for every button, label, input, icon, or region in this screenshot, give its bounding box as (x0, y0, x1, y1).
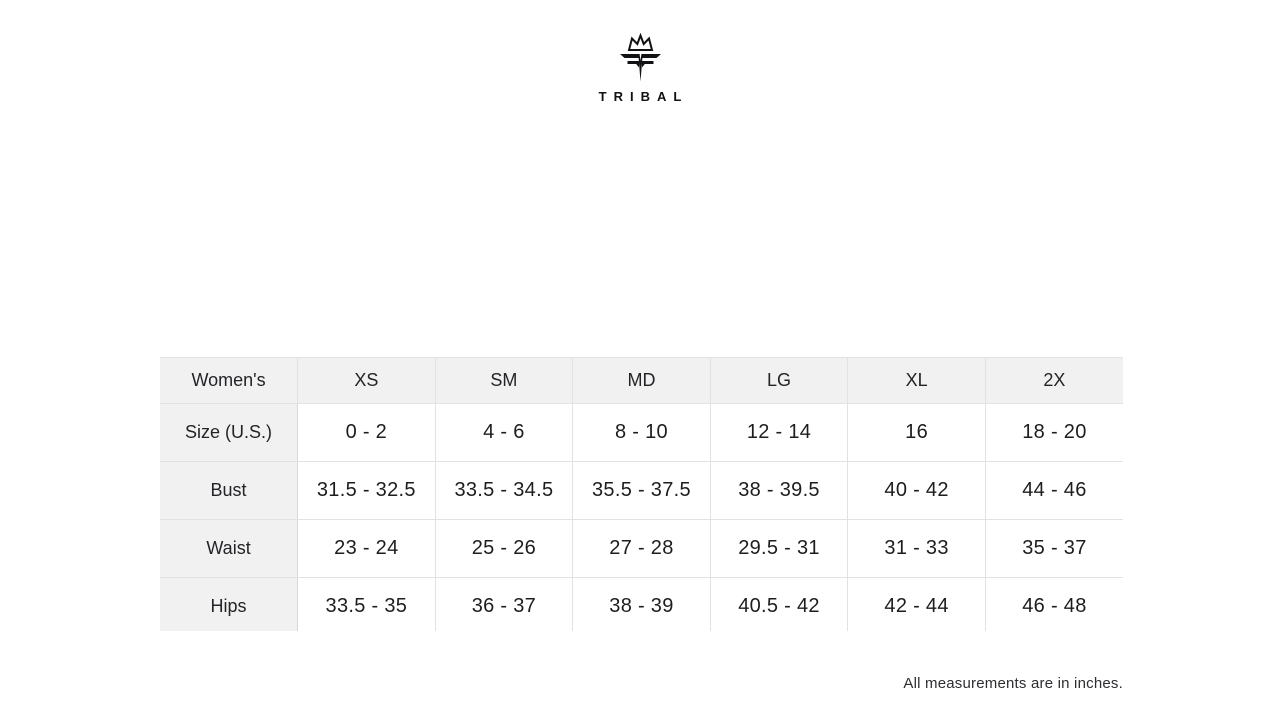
size-cell: 46 - 48 (985, 578, 1123, 632)
size-cell: 25 - 26 (435, 520, 573, 578)
row-label: Hips (160, 578, 298, 632)
crown-t-emblem-icon (618, 33, 663, 85)
size-chart-table (160, 357, 1123, 631)
column-header: Women's (160, 358, 298, 404)
header-row (160, 358, 1123, 404)
size-cell: 35.5 - 37.5 (573, 462, 711, 520)
size-cell: 23 - 24 (298, 520, 436, 578)
size-cell: 33.5 - 34.5 (435, 462, 573, 520)
size-cell: 0 - 2 (298, 404, 436, 462)
size-cell: 8 - 10 (573, 404, 711, 462)
size-cell: 16 (848, 404, 986, 462)
size-chart-container (160, 357, 1123, 631)
column-header: SM (435, 358, 573, 404)
size-chart-body (160, 404, 1123, 632)
size-cell: 40 - 42 (848, 462, 986, 520)
row-label: Size (U.S.) (160, 404, 298, 462)
column-header: LG (710, 358, 848, 404)
size-cell: 40.5 - 42 (710, 578, 848, 632)
size-cell: 31.5 - 32.5 (298, 462, 436, 520)
table-row (160, 462, 1123, 520)
size-cell: 31 - 33 (848, 520, 986, 578)
size-cell: 42 - 44 (848, 578, 986, 632)
table-row (160, 578, 1123, 632)
measurement-note: All measurements are in inches. (903, 675, 1123, 692)
size-cell: 38 - 39 (573, 578, 711, 632)
size-cell: 38 - 39.5 (710, 462, 848, 520)
size-cell: 36 - 37 (435, 578, 573, 632)
size-cell: 29.5 - 31 (710, 520, 848, 578)
row-label: Bust (160, 462, 298, 520)
size-cell: 35 - 37 (985, 520, 1123, 578)
size-cell: 4 - 6 (435, 404, 573, 462)
size-chart-head (160, 358, 1123, 404)
table-row (160, 404, 1123, 462)
brand-wordmark: TRIBAL (598, 89, 689, 104)
column-header: MD (573, 358, 711, 404)
column-header: XS (298, 358, 436, 404)
column-header: 2X (985, 358, 1123, 404)
size-cell: 27 - 28 (573, 520, 711, 578)
column-header: XL (848, 358, 986, 404)
size-cell: 44 - 46 (985, 462, 1123, 520)
row-label: Waist (160, 520, 298, 578)
table-row (160, 520, 1123, 578)
brand-logo[interactable] (0, 33, 1280, 104)
size-cell: 18 - 20 (985, 404, 1123, 462)
size-cell: 33.5 - 35 (298, 578, 436, 632)
size-cell: 12 - 14 (710, 404, 848, 462)
